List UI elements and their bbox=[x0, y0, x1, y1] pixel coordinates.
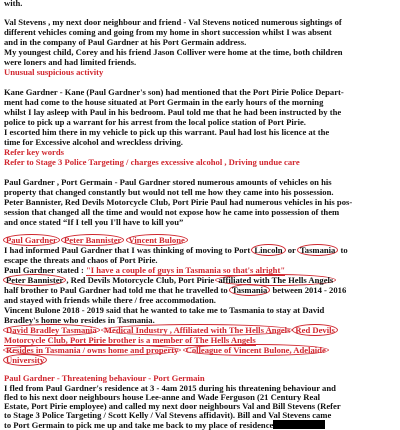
text-line: and once stated “If I tell you I'll have to kill you” bbox=[4, 217, 184, 227]
text-line: and stayed with friends while there / free accommodation. bbox=[4, 295, 216, 305]
text-line: different vehicles coming and going from my home in short succession whilst I was absent bbox=[4, 27, 332, 37]
text-line: I escorted him there in my vehicle to pick up this warrant. Paul had lost his licence at the bbox=[4, 127, 330, 137]
text-line: property that changed constantly but would not tell me how they came into his possession. bbox=[4, 187, 334, 197]
text-line: whilst I lay asleep with Paul in his bedroom. Paul told me that he had been instructed by the bbox=[4, 107, 342, 117]
text-line: escape the threats and chaos of Port Pirie. bbox=[4, 255, 158, 265]
text-line: half brother to Paul Gardner had told me that he travelled to Tasmania between 2014 - 2016 bbox=[4, 285, 347, 295]
circled-names-line bbox=[4, 236, 188, 245]
text-line: with. bbox=[4, 0, 23, 8]
annotation-line: David Bradley Tasmania Medical Industry , Affiliated with The Hells Angels Red Devils bbox=[4, 326, 338, 335]
circled-place: Tasmania bbox=[229, 284, 271, 296]
annotation-line: Motorcycle Club, Port Pirie brother is a member of The Hells Angels bbox=[4, 335, 256, 345]
circled-name: Peter Bannister bbox=[61, 234, 124, 246]
section-heading: Unusual suspicious activity bbox=[4, 67, 104, 77]
text-line: time for Excessive alcohol and wreckless driving. bbox=[4, 137, 183, 147]
text-line: I fled from Paul Gardner's residence at 3 - 4am 2015 during his threatening behaviour and bbox=[4, 383, 336, 393]
quote: "I have a couple of guys in Tasmania so that's alright" bbox=[85, 265, 286, 275]
text-line: session that changed all the time and would not expose how he came into possession of them bbox=[4, 207, 340, 217]
section-heading: Paul Gardner - Threatening behaviour - Port Germain bbox=[4, 373, 205, 383]
redaction-bar bbox=[273, 420, 325, 429]
annotation-line: University bbox=[4, 356, 47, 365]
text-line: Estate, Port Pirie employee) and called my next door neighbours Val and Bill Stevens (Refer bbox=[4, 401, 341, 411]
reference-note: Refer to Stage 3 Police Targeting / charges excessive alcohol , Driving undue care bbox=[4, 157, 300, 167]
text-line: My youngest child, Corey and his friend Jason Colliver were home at the time, both children bbox=[4, 47, 343, 57]
text-line: Paul Gardner , Port Germain - Paul Gardner stored numerous amounts of vehicles on his bbox=[4, 177, 332, 187]
text-line: Val Stevens , my next door neighbour and friend - Val Stevens noticed numerous sightings of bbox=[4, 17, 342, 27]
text-line: to Stage 3 Police Targeting / Scott Kelly / Val Stevens affidavit). Bill and Val Stevens came bbox=[4, 410, 332, 420]
circled-place: Tasmania bbox=[297, 244, 339, 256]
text-line: were loners and had limited friends. bbox=[4, 57, 137, 67]
text-line: I had informed Paul Gardner that I was thinking of moving to Port Lincoln or Tasmania to bbox=[4, 245, 348, 255]
text-line: fled to his next door neighbours house Lee-anne and Wade Ferguson (21 Century Real bbox=[4, 392, 321, 402]
reference-note: Refer key words bbox=[4, 147, 64, 157]
text-line: to Port Germain to pick me up and take me back to my place of residence bbox=[4, 420, 325, 430]
text-line: Bradley's home who resides in Tasmania. bbox=[4, 315, 155, 325]
circled-name: Paul Gardner bbox=[3, 234, 60, 246]
text-line: Kane Gardner - Kane (Paul Gardner's son) had mentioned that the Port Pirie Police Depart- bbox=[4, 87, 344, 97]
text-line: Paul Gardner stated : "I have a couple of guys in Tasmania so that's alright" bbox=[4, 265, 286, 275]
text-line: police to pick up a warrant for his arrest from the local police station of Port Pirie. bbox=[4, 117, 306, 127]
text-line: Peter Bannister , Red Devils Motorcycle Club, Port Pirie affiliated with The Hells Angels bbox=[4, 276, 336, 285]
annotation-line: Resides in Tasmania / owns home and property Colleague of Vincent Bulone, Adelaide bbox=[4, 346, 329, 355]
circled-affiliation: affiliated with The Hells Angels bbox=[215, 274, 336, 286]
circled-place: Lincoln bbox=[251, 244, 285, 256]
circled-name: Peter Bannister bbox=[3, 274, 66, 286]
text-line: Peter Bannister, Red Devils Motorcycle Club, Port Pirie Paul had numerous vehicles in his pos- bbox=[4, 197, 353, 207]
text-line: ment had come to the house situated at Port Germain in the early hours of the morning bbox=[4, 97, 324, 107]
text-line: and in the company of Paul Gardner at his Port Germain address. bbox=[4, 37, 247, 47]
text-line: Vincent Bulone 2018 - 2019 said that he wanted to take me to Tasmania to stay at David bbox=[4, 305, 325, 315]
circled-name: Vincent Bulone bbox=[126, 234, 188, 246]
